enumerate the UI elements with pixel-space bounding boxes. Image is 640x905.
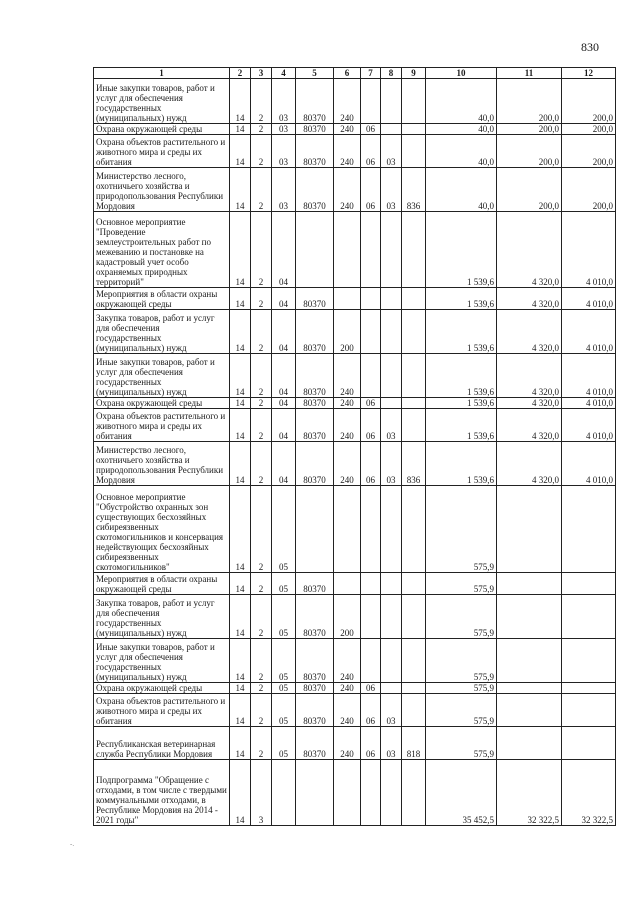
table-row	[94, 354, 616, 398]
value-10: 1 539,6	[426, 442, 497, 486]
col-6: 200	[334, 595, 361, 639]
col-8: 03	[381, 409, 402, 442]
table-row	[94, 124, 616, 135]
table-row	[94, 409, 616, 442]
col-header: 3	[251, 68, 272, 79]
col-8	[381, 124, 402, 135]
row-name: Иные закупки товаров, работ и услуг для обеспечения государственных (муниципальных) нужд	[94, 354, 230, 398]
row-name: Иные закупки товаров, работ и услуг для обеспечения государственных (муниципальных) нужд	[94, 639, 230, 683]
col-3: 2	[251, 727, 272, 760]
col-8: 03	[381, 442, 402, 486]
value-11: 4 320,0	[497, 354, 562, 398]
value-12: 4 010,0	[562, 310, 616, 354]
row-name: Министерство лесного, охотничьего хозяйства и природопользования Республики Мордовия	[94, 168, 230, 212]
value-11	[497, 595, 562, 639]
col-4: 04	[272, 310, 296, 354]
col-8	[381, 398, 402, 409]
col-3: 2	[251, 79, 272, 124]
col-6: 200	[334, 310, 361, 354]
col-2: 14	[230, 409, 251, 442]
budget-table	[93, 67, 616, 826]
col-6: 240	[334, 683, 361, 694]
col-header: 6	[334, 68, 361, 79]
col-5: 80370	[296, 694, 334, 727]
col-7	[361, 354, 381, 398]
col-9	[402, 639, 426, 683]
row-name: Охрана окружающей среды	[94, 124, 230, 135]
col-8	[381, 212, 402, 288]
col-9	[402, 354, 426, 398]
col-3: 2	[251, 683, 272, 694]
col-2: 14	[230, 683, 251, 694]
table-row	[94, 486, 616, 573]
col-4: 04	[272, 354, 296, 398]
value-11	[497, 486, 562, 573]
col-8	[381, 354, 402, 398]
value-11	[497, 727, 562, 760]
col-5: 80370	[296, 79, 334, 124]
col-6: 240	[334, 135, 361, 168]
col-7: 06	[361, 442, 381, 486]
col-4: 05	[272, 595, 296, 639]
table-row	[94, 398, 616, 409]
col-2: 14	[230, 124, 251, 135]
col-9	[402, 212, 426, 288]
col-2: 14	[230, 639, 251, 683]
col-9	[402, 573, 426, 595]
value-10: 40,0	[426, 135, 497, 168]
table-row	[94, 694, 616, 727]
value-10: 1 539,6	[426, 212, 497, 288]
col-2: 14	[230, 486, 251, 573]
value-12	[562, 683, 616, 694]
col-4: 03	[272, 79, 296, 124]
page-number: 830	[581, 40, 599, 54]
col-2: 14	[230, 135, 251, 168]
col-5: 80370	[296, 135, 334, 168]
col-5: 80370	[296, 168, 334, 212]
value-11: 4 320,0	[497, 398, 562, 409]
col-8: 03	[381, 727, 402, 760]
col-7: 06	[361, 135, 381, 168]
col-8	[381, 573, 402, 595]
col-4: 03	[272, 168, 296, 212]
col-6: 240	[334, 442, 361, 486]
col-6: 240	[334, 409, 361, 442]
col-8	[381, 288, 402, 310]
value-12: 4 010,0	[562, 288, 616, 310]
col-3: 2	[251, 288, 272, 310]
col-4: 04	[272, 409, 296, 442]
col-4: 04	[272, 398, 296, 409]
value-10: 575,9	[426, 683, 497, 694]
col-5: 80370	[296, 683, 334, 694]
col-3: 2	[251, 310, 272, 354]
col-8	[381, 639, 402, 683]
value-10: 40,0	[426, 124, 497, 135]
row-name: Мероприятия в области охраны окружающей среды	[94, 288, 230, 310]
col-4: 05	[272, 639, 296, 683]
value-11	[497, 683, 562, 694]
col-4	[272, 760, 296, 826]
col-3: 2	[251, 595, 272, 639]
col-4: 05	[272, 486, 296, 573]
col-header: 10	[426, 68, 497, 79]
value-10: 1 539,6	[426, 288, 497, 310]
value-10: 575,9	[426, 727, 497, 760]
table-row	[94, 595, 616, 639]
table-row	[94, 573, 616, 595]
col-9	[402, 124, 426, 135]
col-3: 2	[251, 124, 272, 135]
col-3: 2	[251, 168, 272, 212]
col-2: 14	[230, 212, 251, 288]
value-10: 575,9	[426, 486, 497, 573]
col-3: 2	[251, 639, 272, 683]
col-8: 03	[381, 694, 402, 727]
value-10: 575,9	[426, 595, 497, 639]
col-9	[402, 683, 426, 694]
value-12: 200,0	[562, 135, 616, 168]
col-6	[334, 760, 361, 826]
col-8	[381, 310, 402, 354]
col-3: 2	[251, 212, 272, 288]
col-7: 06	[361, 409, 381, 442]
value-12: 4 010,0	[562, 212, 616, 288]
table-row	[94, 639, 616, 683]
row-name: Министерство лесного, охотничьего хозяйства и природопользования Республики Мордовия	[94, 442, 230, 486]
col-9	[402, 486, 426, 573]
value-11: 4 320,0	[497, 212, 562, 288]
table-row	[94, 310, 616, 354]
value-12: 32 322,5	[562, 760, 616, 826]
col-7	[361, 310, 381, 354]
col-8	[381, 683, 402, 694]
table-row	[94, 168, 616, 212]
value-12: 200,0	[562, 124, 616, 135]
col-9: 818	[402, 727, 426, 760]
col-6: 240	[334, 124, 361, 135]
value-12: 4 010,0	[562, 354, 616, 398]
value-10: 35 452,5	[426, 760, 497, 826]
col-6: 240	[334, 639, 361, 683]
value-11	[497, 573, 562, 595]
col-4: 03	[272, 135, 296, 168]
value-10: 40,0	[426, 168, 497, 212]
col-8	[381, 595, 402, 639]
col-3: 2	[251, 573, 272, 595]
col-9	[402, 310, 426, 354]
col-9: 836	[402, 168, 426, 212]
col-3: 2	[251, 354, 272, 398]
col-2: 14	[230, 398, 251, 409]
col-5: 80370	[296, 288, 334, 310]
col-6	[334, 486, 361, 573]
col-6: 240	[334, 354, 361, 398]
value-12	[562, 727, 616, 760]
row-name: Охрана объектов растительного и животного мира и среды их обитания	[94, 135, 230, 168]
col-5: 80370	[296, 124, 334, 135]
col-2: 14	[230, 288, 251, 310]
col-2: 14	[230, 573, 251, 595]
col-2: 14	[230, 442, 251, 486]
col-3: 2	[251, 694, 272, 727]
value-11: 200,0	[497, 135, 562, 168]
value-12	[562, 595, 616, 639]
col-8	[381, 79, 402, 124]
col-header: 4	[272, 68, 296, 79]
header-row	[94, 68, 616, 79]
value-12	[562, 486, 616, 573]
value-12	[562, 639, 616, 683]
value-10: 1 539,6	[426, 398, 497, 409]
col-6	[334, 212, 361, 288]
col-3: 2	[251, 409, 272, 442]
row-name: Закупка товаров, работ и услуг для обеспечения государственных (муниципальных) нужд	[94, 310, 230, 354]
col-4: 03	[272, 124, 296, 135]
col-header: 9	[402, 68, 426, 79]
table-row	[94, 135, 616, 168]
col-6: 240	[334, 727, 361, 760]
row-name: Мероприятия в области охраны окружающей среды	[94, 573, 230, 595]
row-name: Иные закупки товаров, работ и услуг для обеспечения государственных (муниципальных) нужд	[94, 79, 230, 124]
row-name: Охрана объектов растительного и животного мира и среды их обитания	[94, 409, 230, 442]
table-row	[94, 683, 616, 694]
col-5: 80370	[296, 310, 334, 354]
col-2: 14	[230, 760, 251, 826]
value-10: 1 539,6	[426, 409, 497, 442]
col-9: 836	[402, 442, 426, 486]
col-7: 06	[361, 398, 381, 409]
value-11: 200,0	[497, 124, 562, 135]
row-name: Охрана окружающей среды	[94, 683, 230, 694]
value-12: 4 010,0	[562, 398, 616, 409]
col-4: 05	[272, 573, 296, 595]
col-header: 11	[497, 68, 562, 79]
value-11: 200,0	[497, 79, 562, 124]
value-10: 575,9	[426, 694, 497, 727]
row-name: Охрана объектов растительного и животного мира и среды их обитания	[94, 694, 230, 727]
col-5: 80370	[296, 595, 334, 639]
col-4: 05	[272, 683, 296, 694]
col-8: 03	[381, 135, 402, 168]
value-11: 32 322,5	[497, 760, 562, 826]
col-5	[296, 760, 334, 826]
col-7	[361, 79, 381, 124]
col-header: 8	[381, 68, 402, 79]
col-7: 06	[361, 683, 381, 694]
col-8	[381, 760, 402, 826]
col-header: 5	[296, 68, 334, 79]
col-5: 80370	[296, 354, 334, 398]
value-11	[497, 639, 562, 683]
col-4: 04	[272, 288, 296, 310]
row-name: Республиканская ветеринарная служба Республики Мордовия	[94, 727, 230, 760]
col-6: 240	[334, 79, 361, 124]
col-9	[402, 79, 426, 124]
table-row	[94, 727, 616, 760]
col-5	[296, 212, 334, 288]
col-2: 14	[230, 727, 251, 760]
col-2: 14	[230, 354, 251, 398]
table-row	[94, 288, 616, 310]
col-4: 04	[272, 442, 296, 486]
scan-artifact: -.	[70, 840, 75, 848]
col-3: 2	[251, 442, 272, 486]
col-7	[361, 212, 381, 288]
value-12: 200,0	[562, 168, 616, 212]
col-5: 80370	[296, 573, 334, 595]
col-7	[361, 573, 381, 595]
col-6: 240	[334, 694, 361, 727]
value-12: 4 010,0	[562, 409, 616, 442]
table-row	[94, 760, 616, 826]
col-8	[381, 486, 402, 573]
col-9	[402, 288, 426, 310]
table-row	[94, 79, 616, 124]
col-header: 1	[94, 68, 230, 79]
col-7	[361, 639, 381, 683]
value-12: 4 010,0	[562, 442, 616, 486]
col-7	[361, 288, 381, 310]
row-name: Закупка товаров, работ и услуг для обеспечения государственных (муниципальных) нужд	[94, 595, 230, 639]
table-row	[94, 212, 616, 288]
col-9	[402, 760, 426, 826]
col-2: 14	[230, 694, 251, 727]
value-11: 4 320,0	[497, 442, 562, 486]
value-11: 4 320,0	[497, 310, 562, 354]
col-7	[361, 760, 381, 826]
col-6: 240	[334, 168, 361, 212]
value-11: 4 320,0	[497, 409, 562, 442]
col-3: 2	[251, 135, 272, 168]
col-5	[296, 486, 334, 573]
row-name: Основное мероприятие "Проведение землеустроительных работ по межеванию и постановке на кадастровый учет особо охраняемых природных территорий"	[94, 212, 230, 288]
col-5: 80370	[296, 639, 334, 683]
col-header: 7	[361, 68, 381, 79]
col-6	[334, 573, 361, 595]
col-7: 06	[361, 694, 381, 727]
col-9	[402, 135, 426, 168]
table-row	[94, 442, 616, 486]
value-11: 200,0	[497, 168, 562, 212]
col-4: 05	[272, 727, 296, 760]
col-5: 80370	[296, 442, 334, 486]
col-9	[402, 409, 426, 442]
col-header: 2	[230, 68, 251, 79]
value-11	[497, 694, 562, 727]
value-10: 575,9	[426, 639, 497, 683]
col-3: 2	[251, 486, 272, 573]
col-8: 03	[381, 168, 402, 212]
col-2: 14	[230, 79, 251, 124]
col-3: 2	[251, 398, 272, 409]
value-12	[562, 694, 616, 727]
col-4: 04	[272, 212, 296, 288]
col-3: 3	[251, 760, 272, 826]
col-5: 80370	[296, 409, 334, 442]
col-7: 06	[361, 727, 381, 760]
col-7	[361, 486, 381, 573]
value-10: 1 539,6	[426, 310, 497, 354]
col-6: 240	[334, 398, 361, 409]
col-header: 12	[562, 68, 616, 79]
value-12: 200,0	[562, 79, 616, 124]
table-body	[94, 79, 616, 826]
col-5: 80370	[296, 727, 334, 760]
col-2: 14	[230, 595, 251, 639]
col-4: 05	[272, 694, 296, 727]
value-10: 40,0	[426, 79, 497, 124]
value-10: 575,9	[426, 573, 497, 595]
value-11: 4 320,0	[497, 288, 562, 310]
col-7	[361, 595, 381, 639]
value-12	[562, 573, 616, 595]
col-6	[334, 288, 361, 310]
col-9	[402, 595, 426, 639]
col-9	[402, 398, 426, 409]
row-name: Основное мероприятие "Обустройство охранных зон существующих бесхозяйных сибиреязвенных скотомогильников и консервация недействующих бесхозяйных сибиреязвенных скотомогильников"	[94, 486, 230, 573]
col-9	[402, 694, 426, 727]
row-name: Охрана окружающей среды	[94, 398, 230, 409]
col-7: 06	[361, 124, 381, 135]
row-name: Подпрограмма "Обращение с отходами, в том числе с твердыми коммунальными отходами, в Республике Мордовия на 2014 - 2021 годы"	[94, 760, 230, 826]
col-7: 06	[361, 168, 381, 212]
value-10: 1 539,6	[426, 354, 497, 398]
col-5: 80370	[296, 398, 334, 409]
col-2: 14	[230, 310, 251, 354]
col-2: 14	[230, 168, 251, 212]
